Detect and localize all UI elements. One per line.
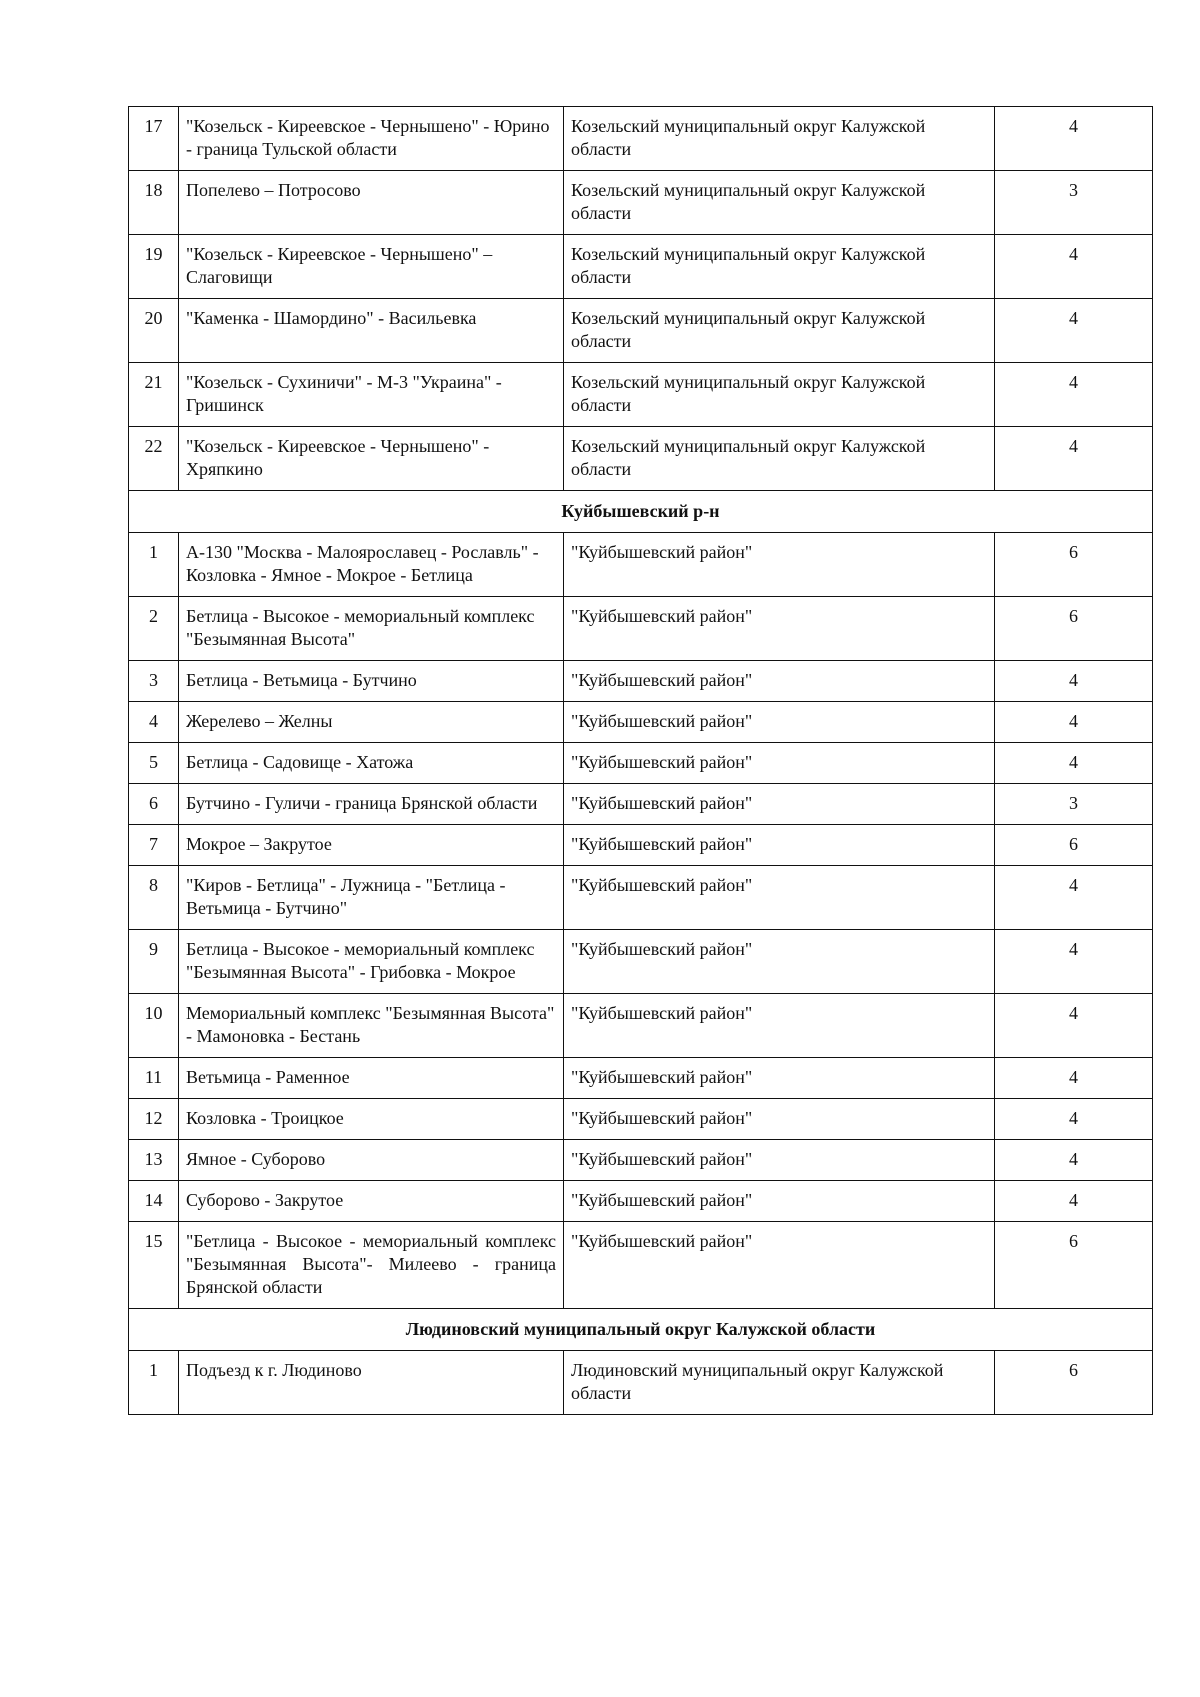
table-row xyxy=(129,235,1153,299)
row-number: 21 xyxy=(129,363,179,427)
route-name: Ямное - Суборово xyxy=(179,1140,564,1181)
table-row xyxy=(129,994,1153,1058)
table-row xyxy=(129,661,1153,702)
category: 6 xyxy=(995,825,1153,866)
table-row xyxy=(129,1181,1153,1222)
route-name: "Каменка - Шамордино" - Васильевка xyxy=(179,299,564,363)
owner: "Куйбышевский район" xyxy=(564,661,995,702)
table-row xyxy=(129,1222,1153,1309)
owner: "Куйбышевский район" xyxy=(564,825,995,866)
route-name: Суборово - Закрутое xyxy=(179,1181,564,1222)
row-number: 2 xyxy=(129,597,179,661)
table-row xyxy=(129,825,1153,866)
route-name: Бутчино - Гуличи - граница Брянской области xyxy=(179,784,564,825)
category: 6 xyxy=(995,597,1153,661)
owner: "Куйбышевский район" xyxy=(564,533,995,597)
route-name: "Козельск - Киреевское - Чернышено" - Юрино - граница Тульской области xyxy=(179,107,564,171)
owner: "Куйбышевский район" xyxy=(564,1058,995,1099)
row-number: 19 xyxy=(129,235,179,299)
category: 4 xyxy=(995,427,1153,491)
row-number: 22 xyxy=(129,427,179,491)
roads-table xyxy=(128,106,1153,1415)
category: 3 xyxy=(995,784,1153,825)
category: 4 xyxy=(995,1181,1153,1222)
category: 4 xyxy=(995,866,1153,930)
route-name: Жерелево – Желны xyxy=(179,702,564,743)
route-name: Бетлица - Высокое - мемориальный комплекс "Безымянная Высота" - Грибовка - Мокрое xyxy=(179,930,564,994)
category: 4 xyxy=(995,299,1153,363)
owner: "Куйбышевский район" xyxy=(564,866,995,930)
category: 4 xyxy=(995,235,1153,299)
category: 4 xyxy=(995,1099,1153,1140)
route-name: А-130 "Москва - Малоярославец - Рославль" - Козловка - Ямное - Мокрое - Бетлица xyxy=(179,533,564,597)
table-row xyxy=(129,784,1153,825)
owner: "Куйбышевский район" xyxy=(564,1222,995,1309)
table-row xyxy=(129,1140,1153,1181)
row-number: 9 xyxy=(129,930,179,994)
owner: Козельский муниципальный округ Калужской области xyxy=(564,427,995,491)
owner: "Куйбышевский район" xyxy=(564,784,995,825)
row-number: 14 xyxy=(129,1181,179,1222)
owner: Людиновский муниципальный округ Калужской области xyxy=(564,1351,995,1415)
section-heading-kuibyshev: Куйбышевский р-н xyxy=(129,491,1153,533)
table-row xyxy=(129,1351,1153,1415)
owner: "Куйбышевский район" xyxy=(564,994,995,1058)
category: 4 xyxy=(995,930,1153,994)
owner: "Куйбышевский район" xyxy=(564,597,995,661)
category: 4 xyxy=(995,743,1153,784)
owner: Козельский муниципальный округ Калужской области xyxy=(564,363,995,427)
row-number: 1 xyxy=(129,1351,179,1415)
row-number: 8 xyxy=(129,866,179,930)
table-row xyxy=(129,533,1153,597)
owner: Козельский муниципальный округ Калужской области xyxy=(564,299,995,363)
category: 4 xyxy=(995,702,1153,743)
route-name: Ветьмица - Раменное xyxy=(179,1058,564,1099)
category: 6 xyxy=(995,1351,1153,1415)
route-name: "Киров - Бетлица" - Лужница - "Бетлица - Ветьмица - Бутчино" xyxy=(179,866,564,930)
route-name: "Козельск - Сухиничи" - М-3 "Украина" - Гришинск xyxy=(179,363,564,427)
table-row xyxy=(129,1058,1153,1099)
owner: "Куйбышевский район" xyxy=(564,930,995,994)
row-number: 7 xyxy=(129,825,179,866)
owner: Козельский муниципальный округ Калужской области xyxy=(564,235,995,299)
table-row xyxy=(129,1099,1153,1140)
section-heading-lyudinovo: Людиновский муниципальный округ Калужской области xyxy=(129,1309,1153,1351)
table-row xyxy=(129,930,1153,994)
route-name: Козловка - Троицкое xyxy=(179,1099,564,1140)
owner: Козельский муниципальный округ Калужской области xyxy=(564,171,995,235)
row-number: 18 xyxy=(129,171,179,235)
table-row xyxy=(129,702,1153,743)
row-number: 20 xyxy=(129,299,179,363)
table-row xyxy=(129,299,1153,363)
row-number: 13 xyxy=(129,1140,179,1181)
row-number: 6 xyxy=(129,784,179,825)
owner: "Куйбышевский район" xyxy=(564,702,995,743)
route-name: Мокрое – Закрутое xyxy=(179,825,564,866)
category: 4 xyxy=(995,661,1153,702)
category: 4 xyxy=(995,994,1153,1058)
row-number: 12 xyxy=(129,1099,179,1140)
route-name: Бетлица - Ветьмица - Бутчино xyxy=(179,661,564,702)
row-number: 15 xyxy=(129,1222,179,1309)
category: 4 xyxy=(995,1140,1153,1181)
row-number: 10 xyxy=(129,994,179,1058)
category: 4 xyxy=(995,107,1153,171)
row-number: 17 xyxy=(129,107,179,171)
route-name: "Козельск - Киреевское - Чернышено" - Хряпкино xyxy=(179,427,564,491)
row-number: 1 xyxy=(129,533,179,597)
row-number: 3 xyxy=(129,661,179,702)
category: 4 xyxy=(995,363,1153,427)
route-name: Бетлица - Садовище - Хатожа xyxy=(179,743,564,784)
category: 3 xyxy=(995,171,1153,235)
owner: "Куйбышевский район" xyxy=(564,1099,995,1140)
table-row xyxy=(129,363,1153,427)
row-number: 4 xyxy=(129,702,179,743)
row-number: 11 xyxy=(129,1058,179,1099)
category: 6 xyxy=(995,533,1153,597)
table-row xyxy=(129,866,1153,930)
table-row xyxy=(129,743,1153,784)
owner: "Куйбышевский район" xyxy=(564,743,995,784)
table-row xyxy=(129,171,1153,235)
route-name: "Бетлица - Высокое - мемориальный комплекс "Безымянная Высота"- Милеево - граница Брянской области xyxy=(179,1222,564,1309)
section-row xyxy=(129,491,1153,533)
owner: Козельский муниципальный округ Калужской области xyxy=(564,107,995,171)
route-name: "Козельск - Киреевское - Чернышено" – Слаговищи xyxy=(179,235,564,299)
route-name: Попелево – Потросово xyxy=(179,171,564,235)
table-row xyxy=(129,107,1153,171)
row-number: 5 xyxy=(129,743,179,784)
table-row xyxy=(129,597,1153,661)
category: 4 xyxy=(995,1058,1153,1099)
category: 6 xyxy=(995,1222,1153,1309)
section-row xyxy=(129,1309,1153,1351)
owner: "Куйбышевский район" xyxy=(564,1181,995,1222)
route-name: Бетлица - Высокое - мемориальный комплекс "Безымянная Высота" xyxy=(179,597,564,661)
owner: "Куйбышевский район" xyxy=(564,1140,995,1181)
table-row xyxy=(129,427,1153,491)
route-name: Подъезд к г. Людиново xyxy=(179,1351,564,1415)
route-name: Мемориальный комплекс "Безымянная Высота" - Мамоновка - Бестань xyxy=(179,994,564,1058)
